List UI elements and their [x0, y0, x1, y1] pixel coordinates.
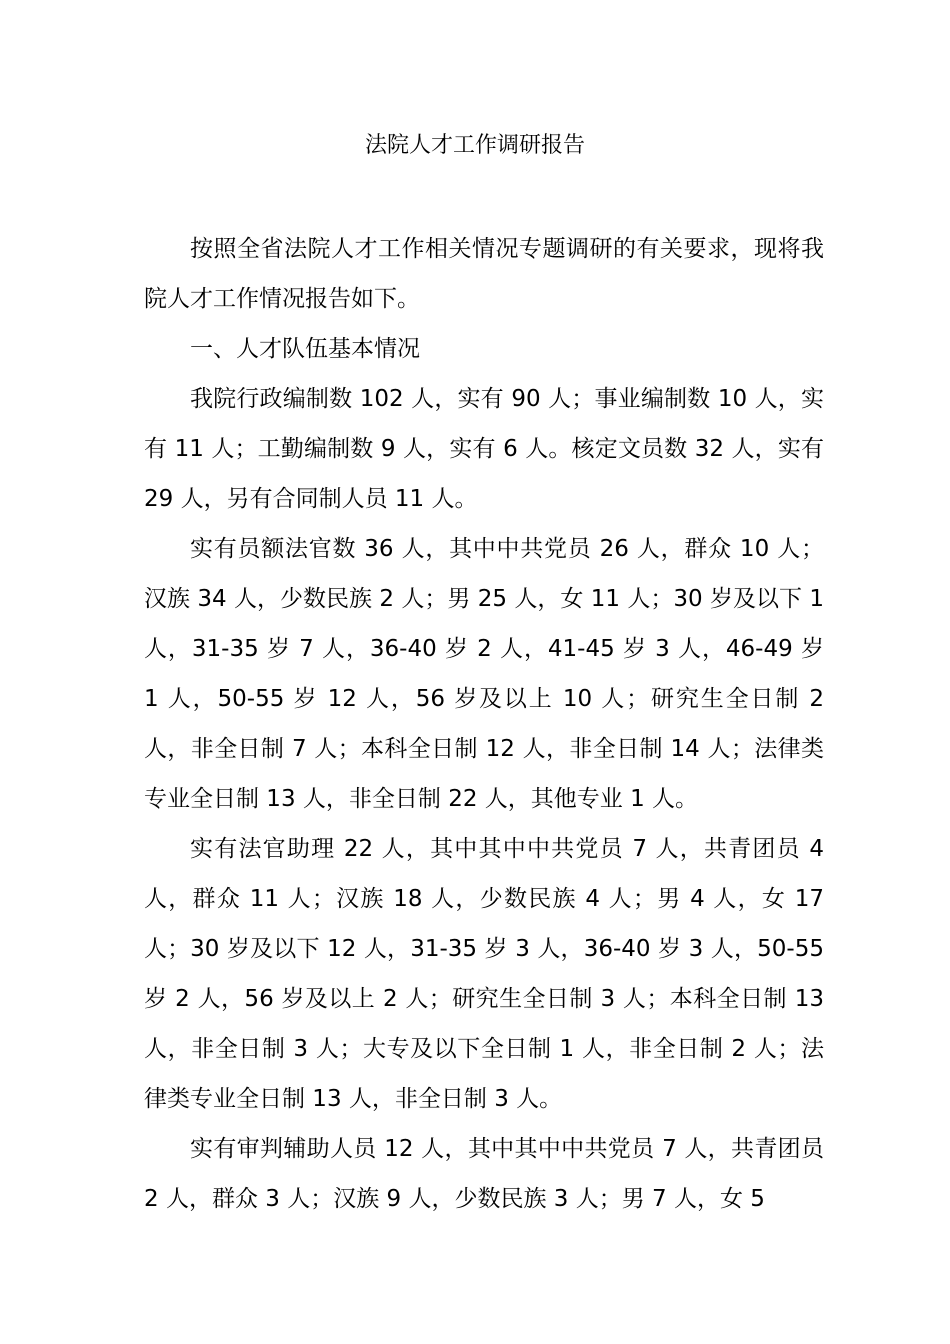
- paragraph-trial-auxiliary: 实有审判辅助人员 12 人，其中其中中共党员 7 人，共青团员 2 人，群众 3 人；汉族 9 人，少数民族 3 人；男 7 人，女 5: [144, 1136, 824, 1212]
- paragraph-staffing: 我院行政编制数 102 人，实有 90 人；事业编制数 10 人，实有 11 人；工勤编制数 9 人，实有 6 人。核定文员数 32 人，实有 29 人，另有合同制人员 11 人。: [144, 386, 824, 512]
- document-body: [144, 224, 824, 1224]
- paragraph-intro: 按照全省法院人才工作相关情况专题调研的有关要求，现将我院人才工作情况报告如下。: [144, 236, 824, 312]
- paragraph-judges: 实有员额法官数 36 人，其中中共党员 26 人，群众 10 人；汉族 34 人，少数民族 2 人；男 25 人，女 11 人；30 岁及以下 1 人，31-35 岁 7 人，36-40 岁 2 人，41-45 岁 3 人，46-49 岁 1 人，50-55 岁 12 人，56 岁及以上 10 人；研究生全日制 2 人，非全日制 7 人；本科全日制 12 人，非全日制 14 人；法律类专业全日制 13 人，非全日制 22 人，其他专业 1 人。: [144, 536, 824, 812]
- document-title: 法院人才工作调研报告: [364, 133, 585, 158]
- paragraph-judge-assistants: 实有法官助理 22 人，其中其中中共党员 7 人，共青团员 4 人，群众 11 人；汉族 18 人，少数民族 4 人；男 4 人，女 17 人；30 岁及以下 12 人，31-35 岁 3 人，36-40 岁 3 人，50-55 岁 2 人，56 岁及以上 2 人；研究生全日制 3 人；本科全日制 13 人，非全日制 3 人；大专及以下全日制 1 人，非全日制 2 人；法律类专业全日制 13 人，非全日制 3 人。: [144, 836, 824, 1112]
- section-heading: 一、人才队伍基本情况: [190, 336, 420, 362]
